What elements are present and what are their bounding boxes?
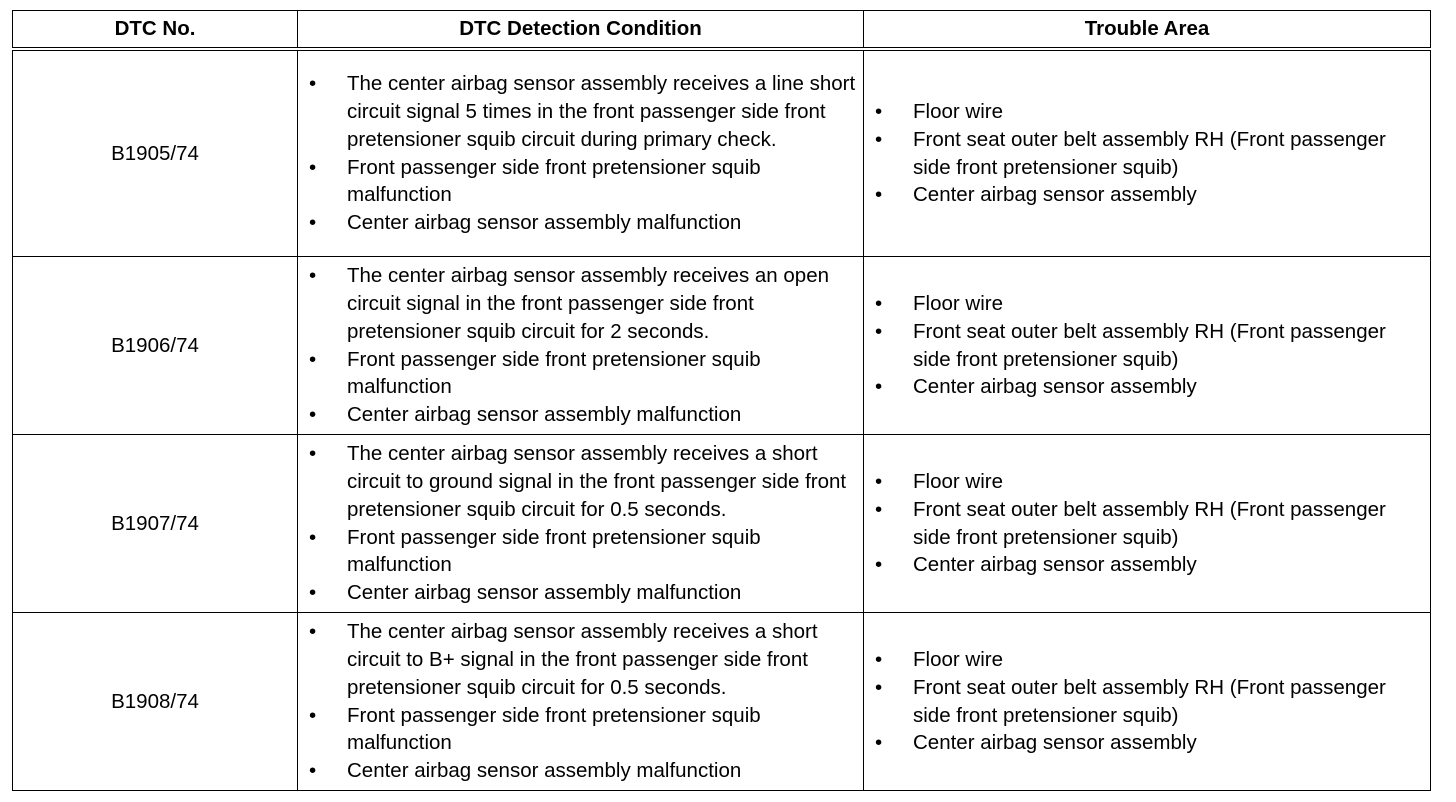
condition-item [298,757,863,785]
condition-item [298,440,863,523]
trouble-area-text: Front seat outer belt assembly RH (Front passenger side front pretensioner squib) [913,675,1386,727]
bullet-icon: • [875,675,883,699]
trouble-area-text: Front seat outer belt assembly RH (Front passenger side front pretensioner squib) [913,319,1386,371]
table-header [13,11,1431,50]
trouble-area-text: Center airbag sensor assembly [913,375,1197,399]
bullet-icon: • [875,292,883,316]
detection-condition-cell [298,49,864,257]
condition-text: Center airbag sensor assembly malfunction [347,210,742,234]
header-dtc-no: DTC No. [13,11,298,50]
condition-item [298,401,863,429]
trouble-area-item [864,468,1430,496]
trouble-area-text: Center airbag sensor assembly [913,553,1197,577]
trouble-area-text: Floor wire [913,648,1003,672]
bullet-icon: • [309,580,317,604]
detection-condition-cell [298,257,864,435]
table-row [13,49,1431,257]
condition-list [298,440,863,606]
detection-condition-cell [298,613,864,791]
dtc-code: B1907/74 [13,435,298,613]
bullet-icon: • [309,442,317,466]
header-row [13,11,1431,50]
condition-item [298,154,863,209]
trouble-area-list [864,468,1430,579]
dtc-code: B1905/74 [13,49,298,257]
trouble-area-item [864,646,1430,674]
trouble-area-cell [864,613,1431,791]
trouble-area-item [864,373,1430,401]
bullet-icon: • [309,72,317,96]
condition-text: Front passenger side front pretensioner squib malfunction [347,155,761,207]
condition-text: The center airbag sensor assembly receives an open circuit signal in the front passenger side front pretensioner squib circuit for 2 seconds. [347,264,830,343]
bullet-icon: • [875,183,883,207]
trouble-area-list [864,646,1430,757]
trouble-area-text: Front seat outer belt assembly RH (Front passenger side front pretensioner squib) [913,497,1386,549]
bullet-icon: • [309,155,317,179]
bullet-icon: • [875,553,883,577]
condition-text: Center airbag sensor assembly malfunction [347,758,742,782]
bullet-icon: • [875,731,883,755]
condition-item [298,262,863,345]
condition-item [298,524,863,579]
bullet-icon: • [309,703,317,727]
trouble-area-item [864,729,1430,757]
header-detection-condition: DTC Detection Condition [298,11,864,50]
bullet-icon: • [309,347,317,371]
condition-text: Front passenger side front pretensioner squib malfunction [347,703,761,755]
trouble-area-text: Center airbag sensor assembly [913,183,1197,207]
trouble-area-item [864,496,1430,551]
trouble-area-item [864,674,1430,729]
bullet-icon: • [309,758,317,782]
condition-list [298,70,863,236]
trouble-area-cell [864,257,1431,435]
table-row [13,613,1431,791]
trouble-area-item [864,290,1430,318]
trouble-area-cell [864,49,1431,257]
trouble-area-item [864,126,1430,181]
condition-list [298,262,863,428]
condition-item [298,579,863,607]
bullet-icon: • [309,620,317,644]
condition-text: Center airbag sensor assembly malfunction [347,580,742,604]
trouble-area-text: Floor wire [913,292,1003,316]
condition-text: Front passenger side front pretensioner squib malfunction [347,347,761,399]
trouble-area-text: Floor wire [913,100,1003,124]
bullet-icon: • [309,525,317,549]
bullet-icon: • [875,648,883,672]
bullet-icon: • [875,100,883,124]
trouble-area-text: Floor wire [913,470,1003,494]
bullet-icon: • [309,402,317,426]
table-body [13,49,1431,791]
trouble-area-list [864,290,1430,401]
condition-item [298,618,863,701]
dtc-table [12,10,1431,791]
condition-item [298,70,863,153]
dtc-code: B1908/74 [13,613,298,791]
trouble-area-text: Front seat outer belt assembly RH (Front passenger side front pretensioner squib) [913,127,1386,179]
condition-text: The center airbag sensor assembly receives a short circuit to B+ signal in the front passenger side front pretensioner squib circuit for 0.5 seconds. [347,620,818,699]
bullet-icon: • [309,210,317,234]
trouble-area-item [864,318,1430,373]
bullet-icon: • [309,264,317,288]
detection-condition-cell [298,435,864,613]
condition-text: The center airbag sensor assembly receives a line short circuit signal 5 times in the front passenger side front pretensioner squib circuit during primary check. [347,72,856,151]
condition-list [298,618,863,784]
trouble-area-text: Center airbag sensor assembly [913,731,1197,755]
condition-text: Center airbag sensor assembly malfunction [347,402,742,426]
dtc-code: B1906/74 [13,257,298,435]
condition-text: The center airbag sensor assembly receives a short circuit to ground signal in the front passenger side front pretensioner squib circuit for 0.5 seconds. [347,442,847,521]
bullet-icon: • [875,127,883,151]
trouble-area-item [864,98,1430,126]
bullet-icon: • [875,497,883,521]
condition-item [298,346,863,401]
bullet-icon: • [875,319,883,343]
condition-item [298,702,863,757]
condition-item [298,209,863,237]
trouble-area-cell [864,435,1431,613]
trouble-area-item [864,551,1430,579]
bullet-icon: • [875,375,883,399]
trouble-area-list [864,98,1430,209]
table-row [13,257,1431,435]
header-trouble-area: Trouble Area [864,11,1431,50]
table-row [13,435,1431,613]
trouble-area-item [864,181,1430,209]
bullet-icon: • [875,470,883,494]
condition-text: Front passenger side front pretensioner squib malfunction [347,525,761,577]
